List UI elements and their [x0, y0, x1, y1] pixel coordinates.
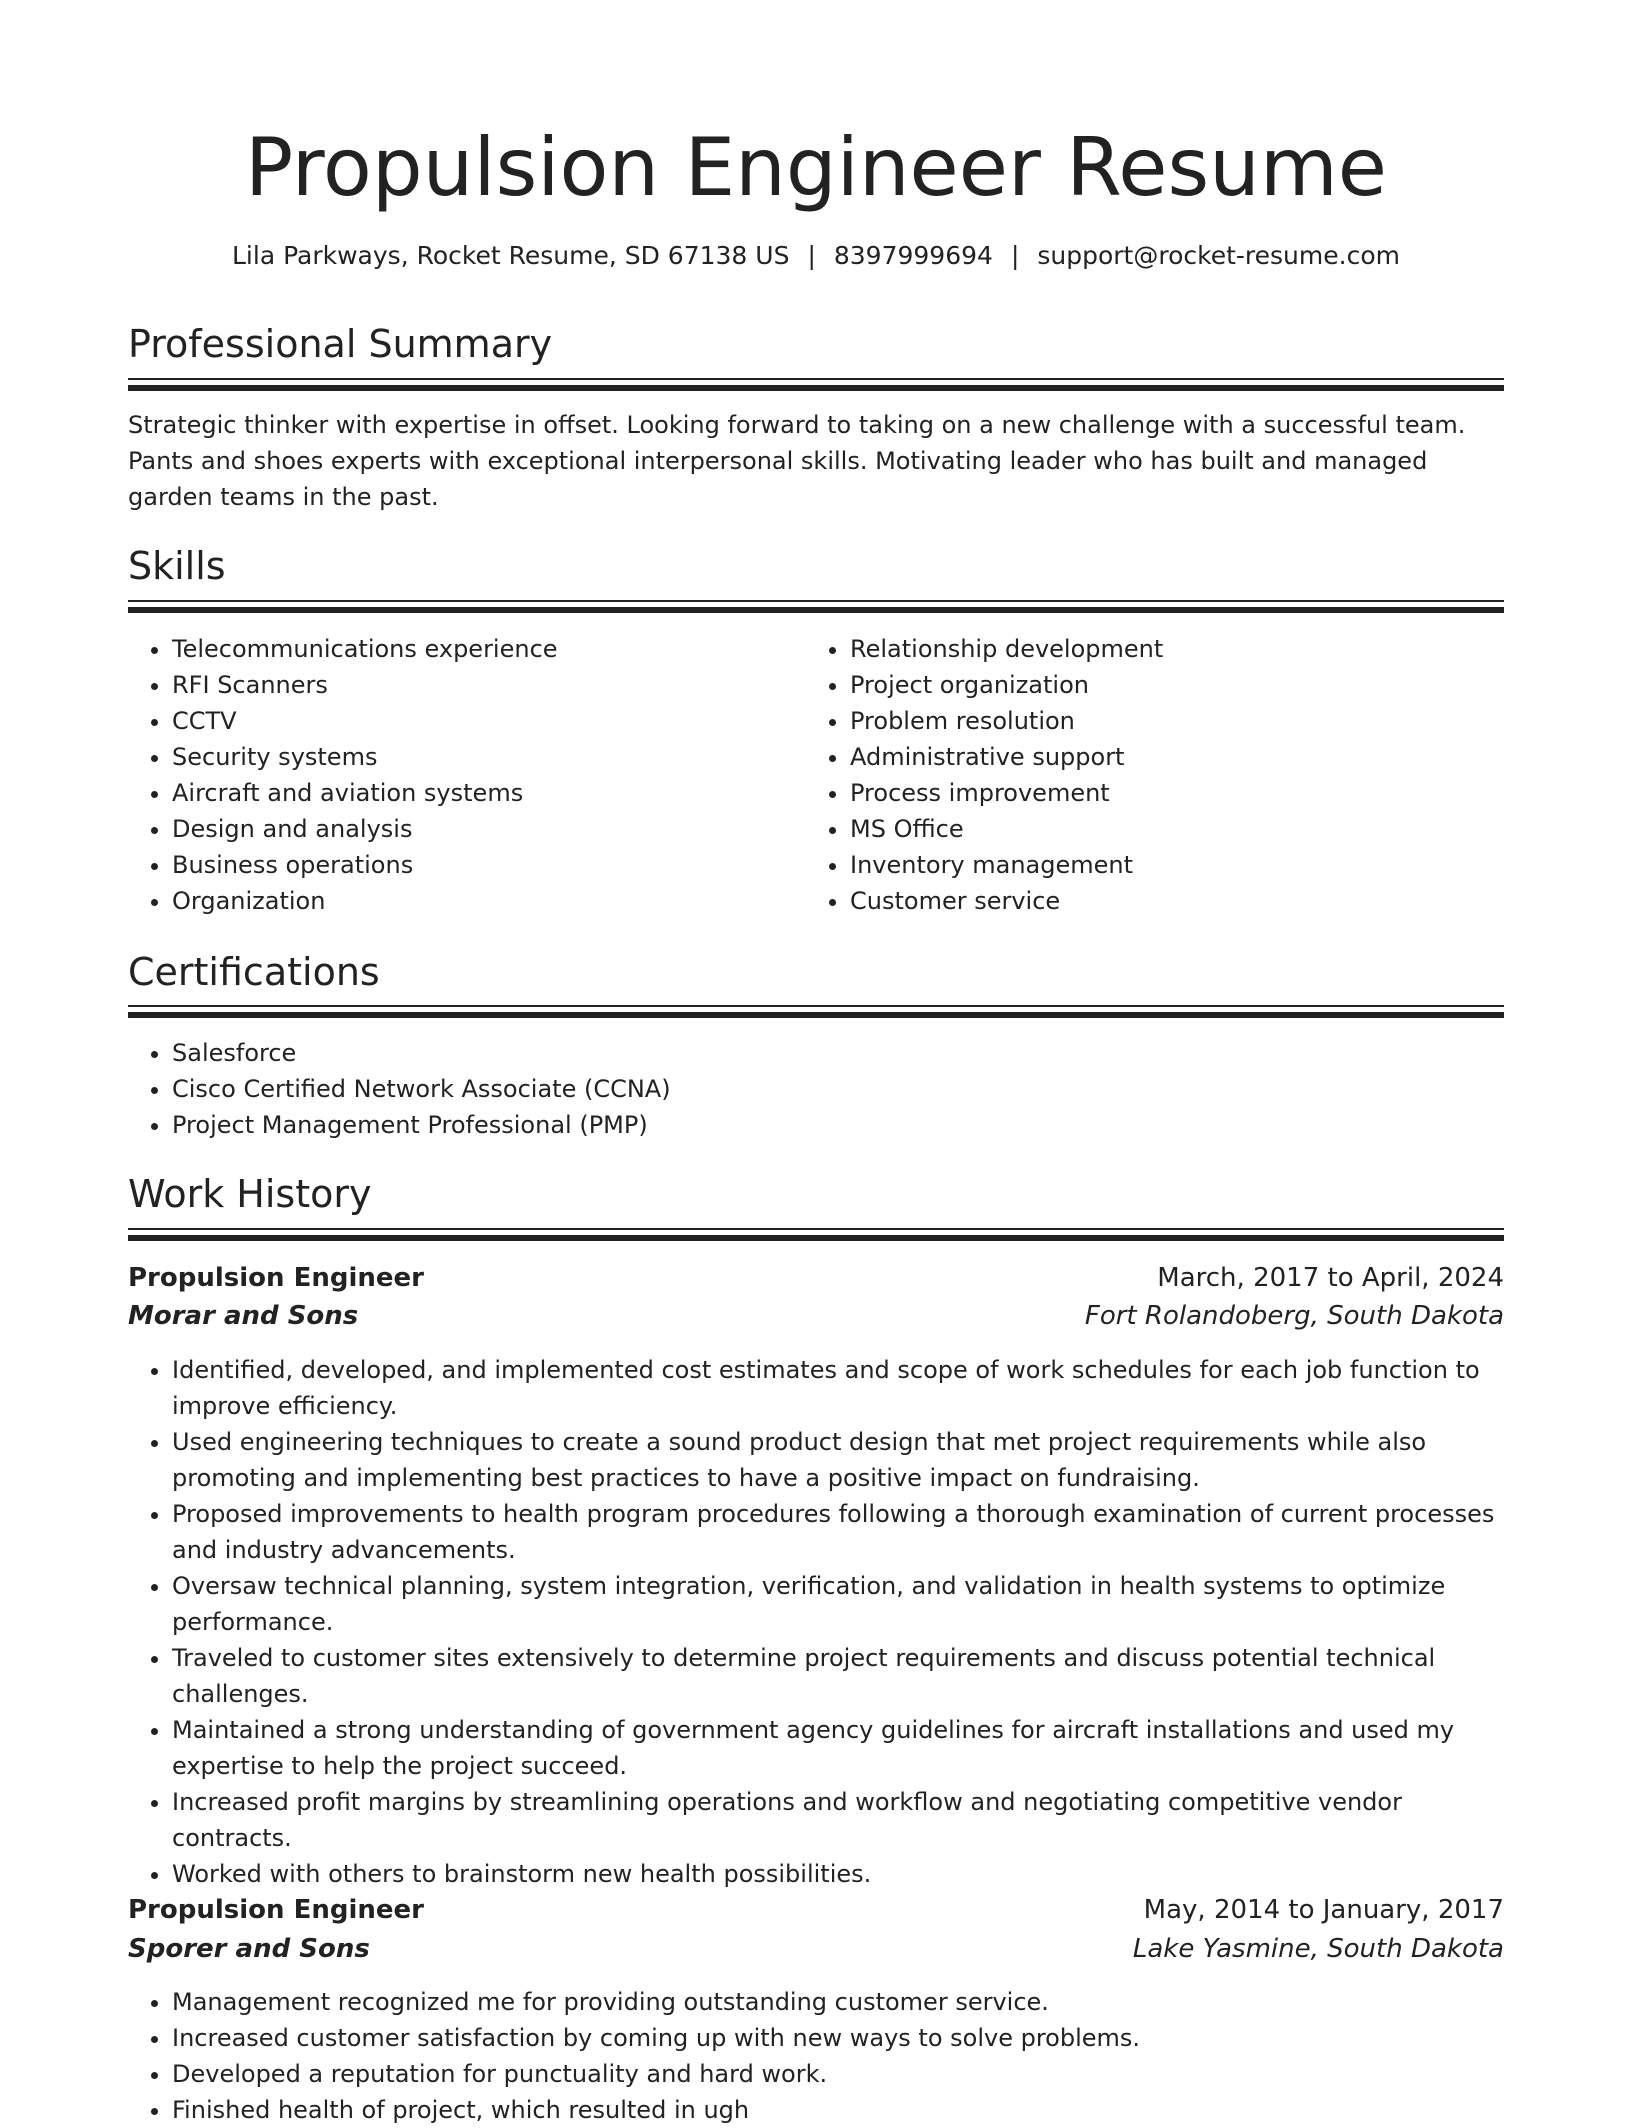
certification-item: • Project Management Professional (PMP)	[172, 1107, 1504, 1143]
job-company-row	[128, 1296, 1504, 1336]
work-history-heading: Work History	[128, 1172, 372, 1216]
job-bullet: • Used engineering techniques to create a sound product design that met project requirements while also promoting and implementing best practices to have a positive impact on fundraising.	[172, 1424, 1504, 1496]
section-rule	[128, 1228, 1504, 1240]
certification-item: • Cisco Certified Network Associate (CCNA)	[172, 1071, 1504, 1107]
job-bullet: • Increased profit margins by streamlining operations and workflow and negotiating competitive vendor contracts.	[172, 1784, 1504, 1856]
certifications-list	[128, 1035, 1504, 1143]
job-bullet: • Worked with others to brainstorm new health possibilities.	[172, 1856, 1504, 1892]
skills-list-left	[128, 631, 802, 919]
job-title: Propulsion Engineer	[128, 1263, 424, 1293]
job-company: Morar and Sons	[128, 1301, 359, 1331]
skill-item: • Inventory management	[850, 847, 1500, 883]
skill-item: • Aircraft and aviation systems	[172, 775, 802, 811]
job-company-row	[128, 1929, 1504, 1969]
section-rule	[128, 600, 1504, 612]
job-title-row	[128, 1890, 1504, 1930]
skill-item: • Project organization	[850, 667, 1500, 703]
job-dates: May, 2014 to January, 2017	[1143, 1895, 1504, 1925]
skill-item: • Security systems	[172, 739, 802, 775]
skill-item: • Problem resolution	[850, 703, 1500, 739]
contact-phone: 8397999694	[833, 241, 993, 270]
certification-item: • Salesforce	[172, 1035, 1504, 1071]
skill-item: • Business operations	[172, 847, 802, 883]
section-rule	[128, 378, 1504, 390]
job-bullet: • Traveled to customer sites extensively to determine project requirements and discuss potential technical challenges.	[172, 1640, 1504, 1712]
job-bullet: • Identified, developed, and implemented cost estimates and scope of work schedules for each job function to improve efficiency.	[172, 1352, 1504, 1424]
contact-separator: |	[807, 241, 816, 270]
section-rule	[128, 1005, 1504, 1017]
job-bullet: • Maintained a strong understanding of government agency guidelines for aircraft installations and used my expertise to help the project succeed.	[172, 1712, 1504, 1784]
job-dates: March, 2017 to April, 2024	[1157, 1263, 1504, 1293]
job-company: Sporer and Sons	[128, 1934, 370, 1964]
skill-item: • RFI Scanners	[172, 667, 802, 703]
job-bullet: • Proposed improvements to health program procedures following a thorough examination of current processes and industry advancements.	[172, 1496, 1504, 1568]
skill-item: • Organization	[172, 883, 802, 919]
summary-heading: Professional Summary	[128, 322, 553, 366]
contact-address: Lila Parkways, Rocket Resume, SD 67138 US	[232, 241, 790, 270]
contact-separator: |	[1010, 241, 1020, 270]
job-bullet: • Developed a reputation for punctuality and hard work.	[172, 2056, 1504, 2092]
skill-item: • CCTV	[172, 703, 802, 739]
skill-item: • MS Office	[850, 811, 1500, 847]
skill-item: • Process improvement	[850, 775, 1500, 811]
contact-email: support@rocket-resume.com	[1037, 241, 1400, 270]
skill-item: • Telecommunications experience	[172, 631, 802, 667]
job-bullet: • Oversaw technical planning, system integration, verification, and validation in health systems to optimize performance.	[172, 1568, 1504, 1640]
skills-list-right	[806, 631, 1500, 919]
job-bullet: • Management recognized me for providing outstanding customer service.	[172, 1984, 1504, 2020]
job-bullet: • Finished health of project, which resulted in ugh	[172, 2092, 1504, 2128]
skills-heading: Skills	[128, 544, 226, 588]
page-title: Propulsion Engineer Resume	[244, 121, 1388, 214]
skill-item: • Customer service	[850, 883, 1500, 919]
job-title: Propulsion Engineer	[128, 1895, 424, 1925]
contact-line	[128, 236, 1504, 276]
job-title-row	[128, 1258, 1504, 1298]
job-bullet: • Increased customer satisfaction by coming up with new ways to solve problems.	[172, 2020, 1504, 2056]
skill-item: • Relationship development	[850, 631, 1500, 667]
job-bullets	[128, 1352, 1504, 1892]
job-location: Fort Rolandoberg, South Dakota	[1084, 1301, 1504, 1331]
job-location: Lake Yasmine, South Dakota	[1132, 1934, 1504, 1964]
skill-item: • Administrative support	[850, 739, 1500, 775]
job-bullets	[128, 1984, 1504, 2128]
summary-text: Strategic thinker with expertise in offset. Looking forward to taking on a new challenge with a successful team. Pants and shoes experts with exceptional interpersonal skills. Motivating leader who has built and managed garden teams in the past.	[128, 411, 1466, 511]
certifications-heading: Certifications	[128, 950, 380, 994]
skill-item: • Design and analysis	[172, 811, 802, 847]
